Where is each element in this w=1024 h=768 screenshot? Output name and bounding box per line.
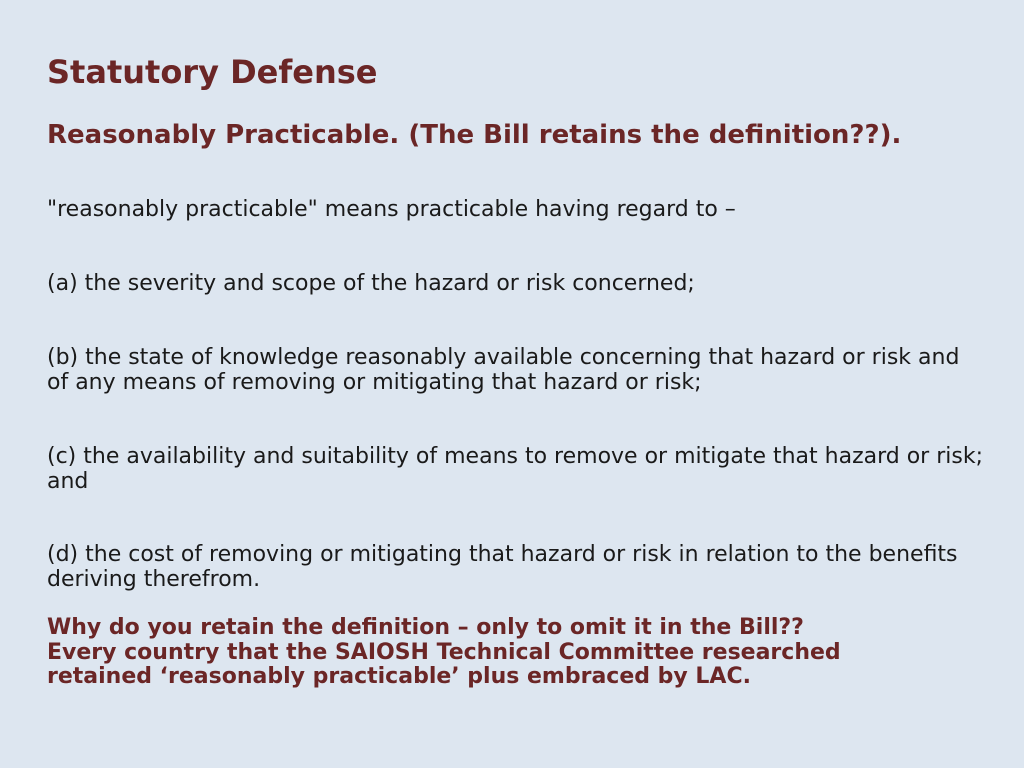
closing-remark-line: retained ‘reasonably practicable’ plus embraced by LAC. (47, 664, 751, 689)
closing-remark (47, 616, 997, 690)
definition-intro: "reasonably practicable" means practicable having regard to – (47, 197, 736, 222)
definition-item-c: (c) the availability and suitability of means to remove or mitigate that hazard or risk; and (47, 444, 983, 494)
slide-subtitle: Reasonably Practicable. (The Bill retains the definition??). (47, 120, 902, 150)
closing-remark-line: Every country that the SAIOSH Technical Committee researched (47, 639, 841, 665)
slide-title: Statutory Defense (47, 53, 378, 91)
definition-item-a: (a) the severity and scope of the hazard or risk concerned; (47, 271, 695, 296)
definition-item-d: (d) the cost of removing or mitigating that hazard or risk in relation to the benefits deriving therefrom. (47, 542, 958, 592)
closing-remark-line: Why do you retain the definition – only to omit it in the Bill?? (47, 615, 804, 640)
definition-item-b: (b) the state of knowledge reasonably available concerning that hazard or risk and of any means of removing or mitigating that hazard or risk; (47, 345, 960, 395)
